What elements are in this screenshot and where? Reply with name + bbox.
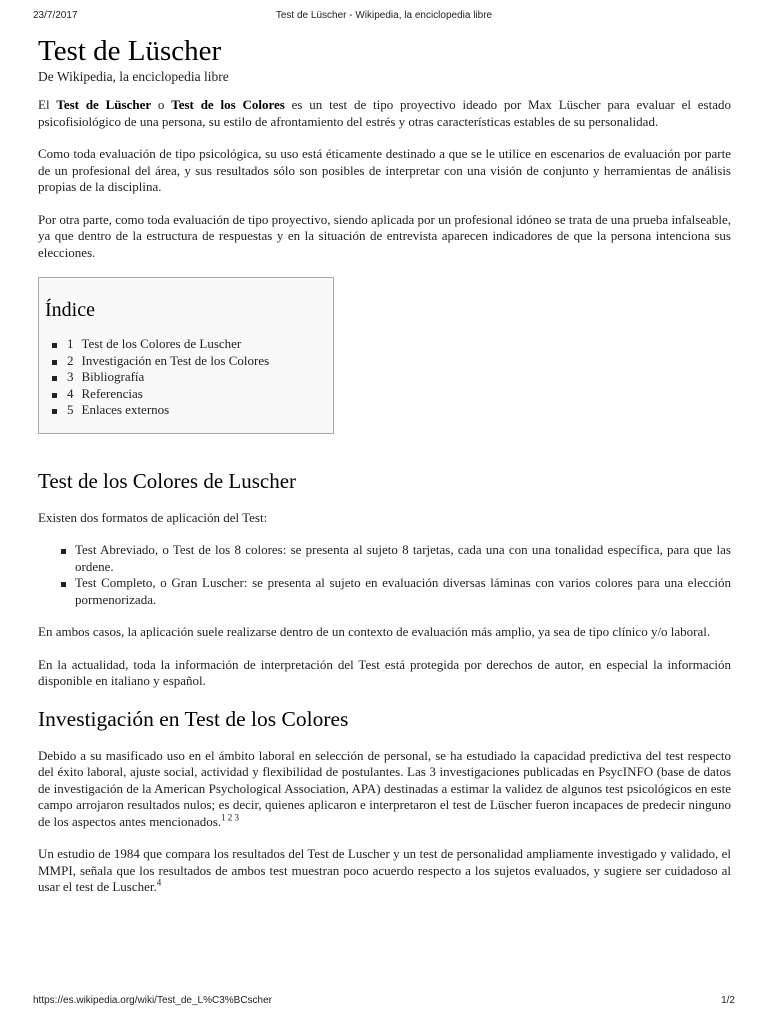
print-url: https://es.wikipedia.org/wiki/Test_de_L%C3%BCscher xyxy=(33,995,272,1006)
print-footer xyxy=(0,995,768,1009)
reference-links[interactable]: 1 2 3 xyxy=(221,812,240,823)
article-content xyxy=(38,34,731,912)
section1-paragraph-2: En ambos casos, la aplicación suele realizarse dentro de un contexto de evaluación más amplio, ya sea de tipo clínico y/o laboral. xyxy=(38,624,711,639)
format-list xyxy=(38,542,731,608)
toc-item-number: 5 xyxy=(67,402,74,417)
toc-item[interactable] xyxy=(67,353,333,370)
toc-item[interactable] xyxy=(67,386,333,403)
toc-item-number: 3 xyxy=(67,369,74,384)
toc-item[interactable] xyxy=(67,402,333,419)
toc-item[interactable] xyxy=(67,369,333,386)
print-date: 23/7/2017 xyxy=(33,10,78,21)
toc-item-label[interactable]: Investigación en Test de los Colores xyxy=(81,352,270,368)
section2-paragraph-2 xyxy=(38,846,731,896)
toc-item-number: 1 xyxy=(67,336,74,351)
intro-paragraph-1 xyxy=(38,97,731,130)
toc-title: Índice xyxy=(45,299,95,321)
toc-item-label[interactable]: Bibliografía xyxy=(81,369,145,384)
toc-list xyxy=(45,336,333,419)
table-of-contents xyxy=(38,277,334,434)
toc-item-number: 2 xyxy=(67,352,74,368)
section2-text: Debido a su masificado uso en el ámbito laboral en selección de personal, se ha estudiado la capacidad predictiva del test respecto del éxito laboral, ajuste social, actividad y flexibilidad de postulantes. Las 3 investigaciones publicadas en PsycINFO (base de datos de investigación de la American Psychological Association, APA) destinadas a estimar la validez de algunos test psicológicos en este campo arrojaron resultados nulos; es decir, quienes aplicaron e interpretaron el test de Lüscher fueron incapaces de predecir ninguno de los aspectos antes mencionados. xyxy=(38,747,731,829)
list-item: Test Abreviado, o Test de los 8 colores: se presenta al sujeto 8 tarjetas, cada una con una tonalidad específica, para que las ordene. xyxy=(75,542,731,574)
page-subtitle: De Wikipedia, la enciclopedia libre xyxy=(38,69,229,84)
print-header xyxy=(0,10,768,24)
toc-item-label[interactable]: Test de los Colores de Luscher xyxy=(81,336,242,351)
print-page-title: Test de Lüscher - Wikipedia, la enciclopedia libre xyxy=(275,10,493,21)
reference-link[interactable]: 4 xyxy=(156,877,162,888)
intro-paragraph-3: Por otra parte, como toda evaluación de tipo proyectivo, siendo aplicada por un profesional idóneo se trata de una prueba infalseable, ya que dentro de la estructura de respuestas y en la situación de entrevista aparecen indicadores de que la persona intenciona sus elecciones. xyxy=(38,211,731,260)
intro-text: o xyxy=(151,97,172,112)
section1-paragraph-1: Existen dos formatos de aplicación del Test: xyxy=(38,509,268,525)
print-page-number: 1/2 xyxy=(721,995,735,1006)
toc-item[interactable] xyxy=(67,336,333,353)
toc-item-number: 4 xyxy=(67,385,74,401)
list-item: Test Completo, o Gran Luscher: se presenta al sujeto en evaluación diversas láminas con varios colores para una elección pormenorizada. xyxy=(75,575,731,607)
section-heading-colores: Test de los Colores de Luscher xyxy=(38,468,297,493)
section2-paragraph-1 xyxy=(38,748,731,831)
section1-paragraph-3: En la actualidad, toda la información de interpretación del Test está protegida por derechos de autor, en especial la información disponible en italiano y español. xyxy=(38,656,731,688)
bold-term-luscher: Test de Lüscher xyxy=(56,97,152,112)
section2-text: Un estudio de 1984 que compara los resultados del Test de Luscher y un test de personalidad ampliamente investigado y validado, el MMPI, señala que los resultados de ambos test muestran poco acuerdo respecto a los sujetos evaluados, y sugiere ser cuidadoso al usar el test de Luscher. xyxy=(38,846,731,894)
toc-item-label[interactable]: Referencias xyxy=(81,385,143,401)
toc-item-label[interactable]: Enlaces externos xyxy=(81,402,170,417)
bold-term-colores: Test de los Colores xyxy=(171,97,285,112)
page-title: Test de Lüscher xyxy=(38,35,222,67)
intro-paragraph-2: Como toda evaluación de tipo psicológica, su uso está éticamente destinado a que se le utilice en escenarios de evaluación por parte de un profesional del área, y sus resultados sólo son posibles de interpretar con una visión de conjunto y herramientas de análisis propias de la disciplina. xyxy=(38,146,731,194)
intro-text: El xyxy=(38,97,57,112)
intro-text: es un test de tipo proyectivo ideado por Max Lüscher para evaluar el estado psicofisiológico de una persona, su estilo de afrontamiento del estrés y otras características estables de su personalidad. xyxy=(38,97,731,129)
section-heading-investigacion: Investigación en Test de los Colores xyxy=(38,706,349,731)
